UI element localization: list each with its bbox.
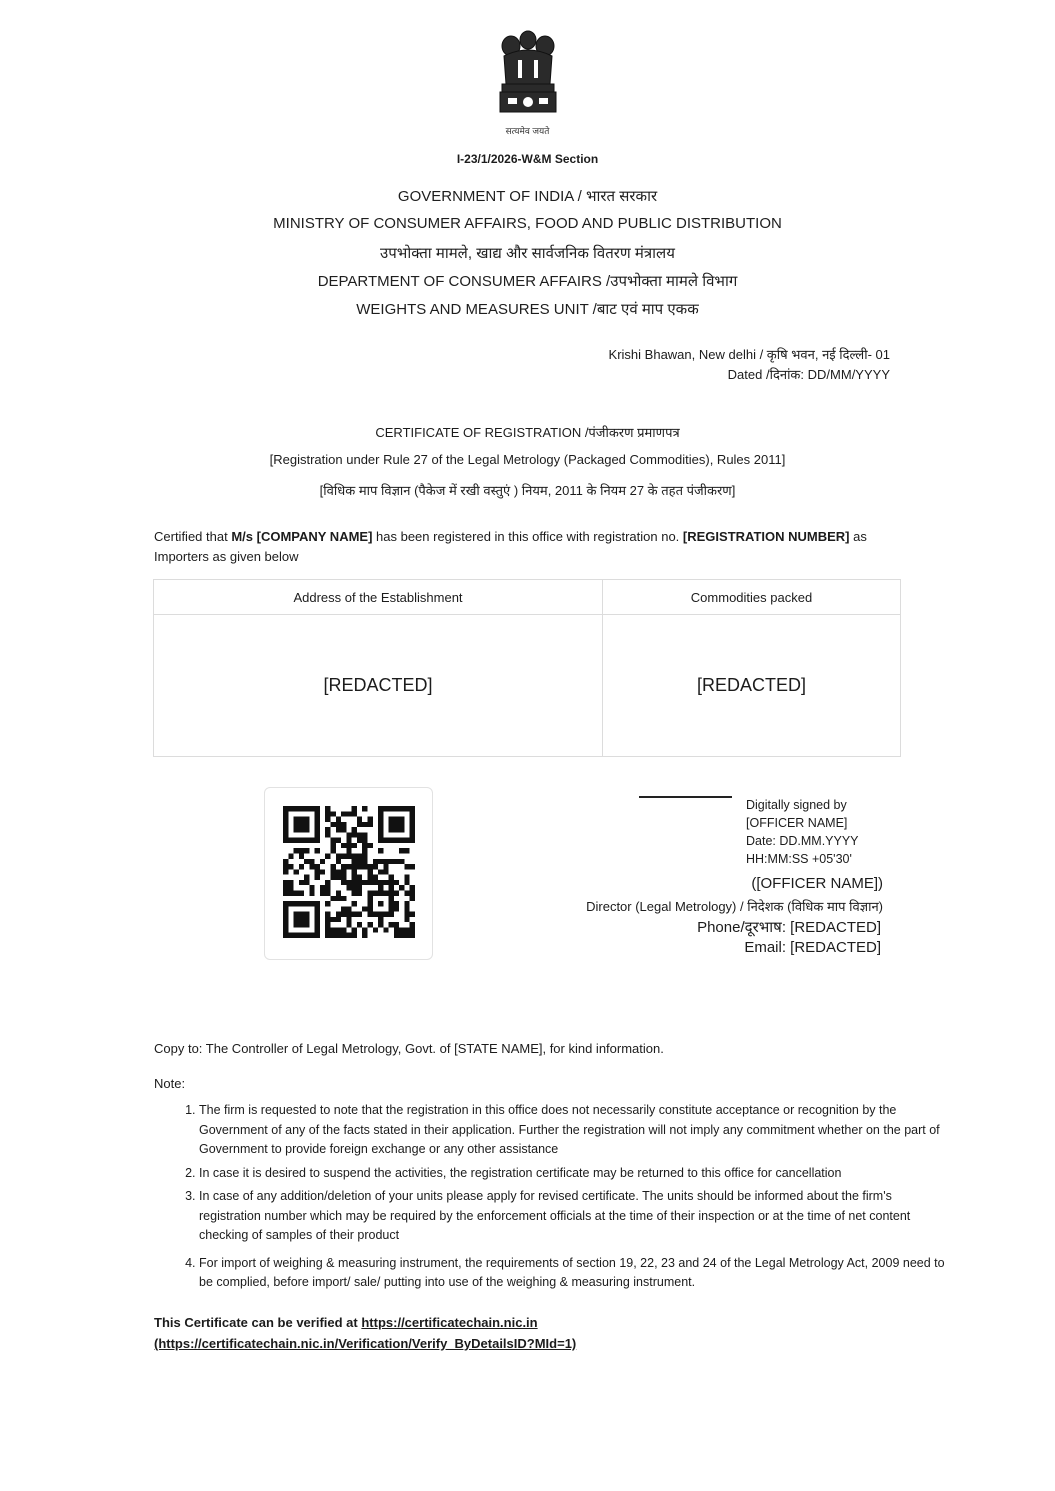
note-label: Note: (154, 1076, 186, 1091)
establishment-table (153, 579, 901, 757)
signature-date: Date: DD.MM.YYYY (746, 834, 859, 848)
copy-to: Copy to: The Controller of Legal Metrology, Govt. of [STATE NAME], for kind information. (154, 1041, 664, 1056)
national-emblem-icon (494, 26, 562, 138)
digital-signature-block (746, 796, 859, 868)
list-item: 1. The firm is requested to note that the registration in this office does not necessarily constitute acceptance or recognition by the Government of any of the facts stated in their application. Further the registration will not imply any commitment whether on the part of Government to provide foreign exchange or any other assistance (199, 1101, 949, 1160)
registration-number: [REGISTRATION NUMBER] (682, 529, 850, 544)
verification-note: This Certificate can be verified at https://certificatechain.nic.in (https://certificatechain.nic.in/Verification/Verify_ByDetailsID?MId=1) (154, 1315, 577, 1351)
date-line: Dated /दिनांक: DD/MM/YYYY (727, 367, 890, 382)
certificate-subtitle-hi: [विधिक माप विज्ञान (पैकेज में रखी वस्तुएं ) नियम, 2011 के नियम 27 के तहत पंजीकरण] (319, 483, 736, 498)
header-unit: WEIGHTS AND MEASURES UNIT /बाट एवं माप एकक (356, 301, 699, 318)
notes-list (154, 1101, 949, 1297)
certificate-title: CERTIFICATE OF REGISTRATION /पंजीकरण प्रमाणपत्र (375, 425, 680, 440)
table-row (154, 615, 901, 757)
officer-name: ([OFFICER NAME]) (751, 875, 883, 892)
signature-line (639, 796, 732, 798)
table-header-address: Address of the Establishment (154, 580, 603, 615)
emblem-motto: सत्यमेव जयते (505, 126, 550, 136)
certificate-subtitle-en: [Registration under Rule 27 of the Legal Metrology (Packaged Commodities), Rules 2011] (269, 452, 786, 467)
header-government: GOVERNMENT OF INDIA / भारत सरकार (397, 188, 658, 205)
signature-time: HH:MM:SS +05'30' (746, 852, 852, 866)
signer-name: [OFFICER NAME] (746, 816, 848, 830)
verification-link[interactable]: https://certificatechain.nic.in (https://certificatechain.nic.in/Verification/Verify_ByDetailsID?MId=1) (154, 1315, 577, 1351)
table-cell-commodities: [REDACTED] (603, 615, 901, 757)
header-department: DEPARTMENT OF CONSUMER AFFAIRS /उपभोक्ता मामले विभाग (317, 273, 738, 290)
officer-email: Email: [REDACTED] (744, 939, 881, 956)
company-name: M/s [COMPANY NAME] (231, 529, 373, 544)
place-address: Krishi Bhawan, New delhi / कृषि भवन, नई दिल्ली- 01 (608, 347, 890, 362)
table-header-commodities: Commodities packed (603, 580, 901, 615)
list-item: 3. In case of any addition/deletion of your units please apply for revised certificate. The units should be informed about the firm's registration number which may be required by the enforcement officials at the time of their inspection or at the time of net content checking of samples of their product (199, 1187, 949, 1246)
officer-phone: Phone/दूरभाष: [REDACTED] (697, 919, 881, 936)
reference-number: I-23/1/2026-W&M Section (456, 152, 599, 166)
officer-designation: Director (Legal Metrology) / निदेशक (विधिक माप विज्ञान) (586, 899, 883, 914)
header-ministry-hindi: उपभोक्ता मामले, खाद्य और सार्वजनिक वितरण मंत्रालय (380, 245, 675, 262)
qr-code-icon[interactable] (283, 805, 415, 939)
list-item: 2. In case it is desired to suspend the activities, the registration certificate may be returned to this office for cancellation (199, 1164, 949, 1184)
table-cell-address: [REDACTED] (154, 615, 603, 757)
header-ministry: MINISTRY OF CONSUMER AFFAIRS, FOOD AND PUBLIC DISTRIBUTION (273, 215, 782, 232)
list-item: 4. For import of weighing & measuring instrument, the requirements of section 19, 22, 23 and 24 of the Legal Metrology Act, 2009 need to be complied, before import/ sale/ putting into use of the weighing & measuring instrument. (199, 1254, 949, 1293)
certification-statement: Certified that M/s [COMPANY NAME] has been registered in this office with registration no. [REGISTRATION NUMBER] as Importers as given below (154, 529, 867, 564)
digital-signature-label: Digitally signed by (746, 798, 847, 812)
